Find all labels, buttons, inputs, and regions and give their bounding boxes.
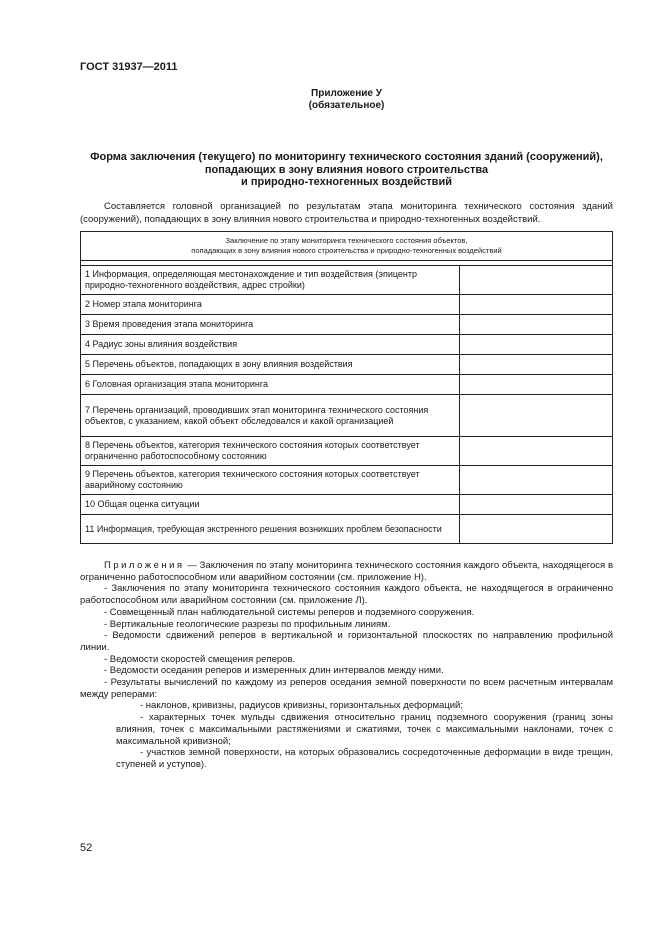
notes-subitem: - наклонов, кривизны, радиусов кривизны, горизонтальных деформаций;	[140, 700, 463, 712]
table-row-label: 2 Номер этапа мониторинга	[81, 295, 460, 315]
table-row-label: 3 Время проведения этапа мониторинга	[81, 315, 460, 335]
notes-lead-word: Приложения	[104, 560, 185, 571]
standard-code: ГОСТ 31937—2011	[80, 61, 178, 73]
table-row-label: 9 Перечень объектов, категория технического состояния которых соответствует аварийному состоянию	[81, 466, 460, 495]
table-row-label: 11 Информация, требующая экстренного решения возникших проблем безопасности	[81, 515, 460, 544]
notes-item: - Ведомости оседания реперов и измеренных длин интервалов между ними.	[104, 665, 444, 677]
notes-item: - Совмещенный план наблюдательной системы реперов и подземного сооружения.	[104, 606, 475, 618]
table-row-label: 6 Головная организация этапа мониторинга	[81, 375, 460, 395]
table-row-value	[460, 466, 613, 495]
table-row-value	[460, 437, 613, 466]
notes-item: - Ведомости скоростей смещения реперов.	[104, 653, 296, 665]
notes-item: - Ведомости сдвижений реперов в вертикальной и горизонтальной плоскостях по направлению профильной линии.	[80, 630, 613, 653]
intro-paragraph: Составляется головной организацией по результатам этапа мониторинга технического состояния зданий (сооружений), попадающих в зону влияния нового строительства и природно-техногенных воздействий.	[80, 201, 613, 225]
table-row-label: 10 Общая оценка ситуации	[81, 495, 460, 515]
table-row-label: 4 Радиус зоны влияния воздействия	[81, 335, 460, 355]
table-row	[81, 335, 613, 355]
table-row-label: 5 Перечень объектов, попадающих в зону влияния воздействия	[81, 355, 460, 375]
table-row-value	[460, 395, 613, 437]
table-header-row	[81, 232, 613, 261]
form-title-line: попадающих в зону влияния нового строительства	[204, 163, 489, 176]
table-row-value	[460, 355, 613, 375]
form-title-line: Форма заключения (текущего) по мониторингу технического состояния зданий (сооружений),	[90, 151, 603, 163]
table-row-value	[460, 515, 613, 544]
table-row-label: 1 Информация, определяющая местонахождение и тип воздействия (эпицентр природно-техногенного воздействия, адрес стройки)	[81, 266, 460, 295]
table-row-value	[460, 375, 613, 395]
table-header-line: Заключение по этапу мониторинга технического состояния объектов,	[225, 236, 468, 245]
notes-item: - Вертикальные геологические разрезы по профильным линиям.	[104, 618, 391, 630]
conclusion-form-table	[80, 231, 613, 544]
table-header-cell	[81, 232, 613, 261]
table-row	[81, 315, 613, 335]
table-row	[81, 375, 613, 395]
table-row-label: 7 Перечень организаций, проводивших этап мониторинга технического состояния объектов, с указанием, какой объект обследовался и какой организацией	[81, 395, 460, 437]
notes-lead	[80, 560, 613, 583]
table-row-value	[460, 295, 613, 315]
table-row-value	[460, 335, 613, 355]
appendices-notes	[80, 560, 613, 771]
form-title-line: и природно-техногенных воздействий	[241, 176, 452, 188]
table-row	[81, 466, 613, 495]
table-row	[81, 437, 613, 466]
notes-item: - Заключения по этапу мониторинга технического состояния каждого объекта, не находящегося в ограниченно работоспособном или аварийном состоянии (см. приложение Л).	[80, 583, 613, 607]
appendix-title: Приложение У	[311, 88, 382, 99]
table-row-value	[460, 266, 613, 295]
notes-subitem: - характерных точек мульды сдвижения относительно границ подземного сооружения (границ зоны влияния, точек с максимальными растяжениями и сжатиями, точек с максимальными наклонами, точек с максимальной кривизной;	[116, 712, 613, 747]
form-title	[80, 151, 613, 189]
table-row-label: 8 Перечень объектов, категория технического состояния которых соответствует ограниченно работоспособному состоянию	[81, 437, 460, 466]
notes-subitem: - участков земной поверхности, на которых образовались сосредоточенные деформации в виде трещин, ступеней и уступов).	[116, 747, 613, 770]
appendix-status: (обязательное)	[308, 100, 385, 111]
table-row-value	[460, 315, 613, 335]
table-row	[81, 355, 613, 375]
notes-lead-text: — Заключения по этапу мониторинга технического состояния каждого объекта, находящегося в ограниченно работоспособном или аварийном состоянии (см. приложение Н).	[80, 560, 613, 583]
table-row	[81, 515, 613, 544]
table-row	[81, 395, 613, 437]
table-row	[81, 266, 613, 295]
notes-item: - Результаты вычислений по каждому из реперов оседания земной поверхности по всем расчетным интервалам между реперами:	[80, 677, 613, 700]
table-row-value	[460, 495, 613, 515]
table-header-line: попадающих в зону влияния нового строительства и природно-техногенных воздействий	[191, 246, 502, 255]
page-number: 52	[80, 842, 93, 854]
table-row	[81, 295, 613, 315]
table-row	[81, 495, 613, 515]
